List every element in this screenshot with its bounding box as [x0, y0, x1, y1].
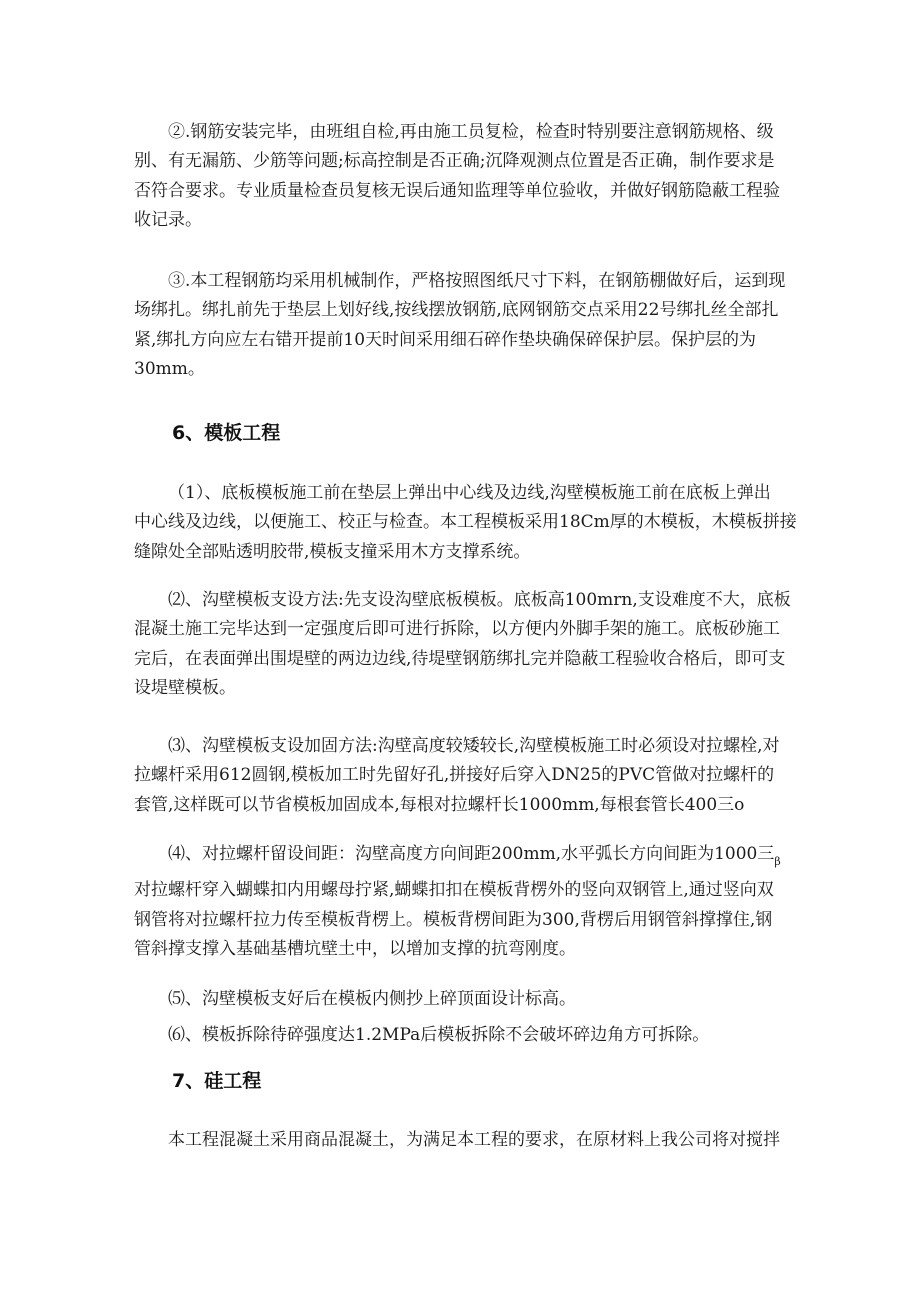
- text-line: 缝隙处全部贴透明胶带,模板支撞采用木方支撑系统。: [134, 541, 531, 562]
- text-line: ⑶、沟壁模板支设加固方法:沟壁高度较矮较长,沟壁模板施工时必须设对拉螺栓,对: [168, 736, 780, 756]
- text-line: ⑸、沟壁模板支好后在模板内侧抄上碎顶面设计标高。: [168, 989, 576, 1009]
- text-line: ⑹、模板拆除待碎强度达1.2MPa后模板拆除不会破坏碎边角方可拆除。: [168, 1025, 710, 1045]
- text-line: ②.钢筋安装完毕，由班组自检,再由施工员复检，检查时特别要注意钢筋规格、级: [168, 122, 774, 142]
- text-line: 本工程混凝土采用商品混凝土，为满足本工程的要求，在原材料上我公司将对搅拌: [168, 1130, 780, 1150]
- text-line: 否符合要求。专业质量检查员复核无误后通知监理等单位验收，并做好钢筋隐蔽工程验: [134, 180, 780, 201]
- text-fragment: ⑷、对拉螺杆留设间距：沟壁高度方向间距200mm,水平弧长方向间距为1000三: [168, 844, 775, 864]
- paragraph-formwork-1: [134, 479, 797, 567]
- text-line: 拉螺杆采用612圆钢,模板加工时先留好孔,拼接好后穿入DN25的PVC管做对拉螺杆的: [134, 765, 775, 786]
- paragraph-formwork-2: [134, 586, 792, 703]
- paragraph-formwork-6: [134, 1021, 792, 1050]
- paragraph-formwork-5: [134, 985, 792, 1014]
- text-line: 紧,绑扎方向应左右错开提前10天时间采用细石碎作垫块确保碎保护层。保护层的为: [134, 329, 757, 350]
- text-line: 场绑扎。绑扎前先于垫层上划好线,按线摆放钢筋,底网钢筋交点采用22号绑扎丝全部扎: [134, 300, 779, 321]
- paragraph-concrete: [134, 1126, 792, 1155]
- text-line: ③.本工程钢筋均采用机械制作，严格按照图纸尺寸下料，在钢筋棚做好后，运到现: [168, 271, 786, 291]
- text-line: 套管,这样既可以节省模板加固成本,每根对拉螺杆长1000mm,每根套管长400三o: [134, 794, 745, 815]
- paragraph-formwork-3: [134, 732, 792, 820]
- text-line: （1）、底板模板施工前在垫层上弹出中心线及边线,沟壁模板施工前在底板上弹出: [168, 483, 771, 503]
- text-line: [134, 840, 792, 876]
- section-heading-concrete: 7、硅工程: [172, 1070, 262, 1092]
- text-subscript: β: [774, 855, 781, 868]
- text-line: 对拉螺杆穿入蝴蝶扣内用螺母拧紧,蝴蝶扣扣在模板背楞外的竖向双钢管上,通过竖向双: [134, 880, 774, 901]
- paragraph-rebar-fabrication: [134, 267, 792, 384]
- text-line: 管斜撑支撑入基础基槽坑壁土中，以增加支撑的抗弯刚度。: [134, 938, 576, 959]
- text-line: 设堤壁模板。: [134, 677, 236, 698]
- text-line: 收记录。: [134, 209, 202, 230]
- text-line: ⑵、沟壁模板支设方法:先支设沟壁底板模板。底板高100mrn,支设难度不大，底板: [168, 590, 791, 610]
- text-line: 30mm。: [134, 358, 205, 379]
- text-line: 完后，在表面弹出围堤壁的两边边线,待堤壁钢筋绑扎完并隐蔽工程验收合格后，即可支: [134, 648, 786, 669]
- text-line: 别、有无漏筋、少筋等问题;标高控制是否正确;沉降观测点位置是否正确，制作要求是: [134, 151, 775, 172]
- text-line: 钢管将对拉螺杆拉力传至模板背楞上。模板背楞间距为300,背楞后用钢管斜撑撑住,钢: [134, 909, 773, 930]
- section-heading-formwork: 6、模板工程: [172, 422, 281, 444]
- paragraph-formwork-4: [134, 840, 792, 964]
- text-line: 中心线及边线，以便施工、校正与检查。本工程模板采用18Cm厚的木模板，木模板拼接: [134, 512, 797, 533]
- paragraph-rebar-inspection: [134, 118, 792, 235]
- text-line: 混凝土施工完毕达到一定强度后即可进行拆除，以方便内外脚手架的施工。底板砂施工: [134, 619, 780, 640]
